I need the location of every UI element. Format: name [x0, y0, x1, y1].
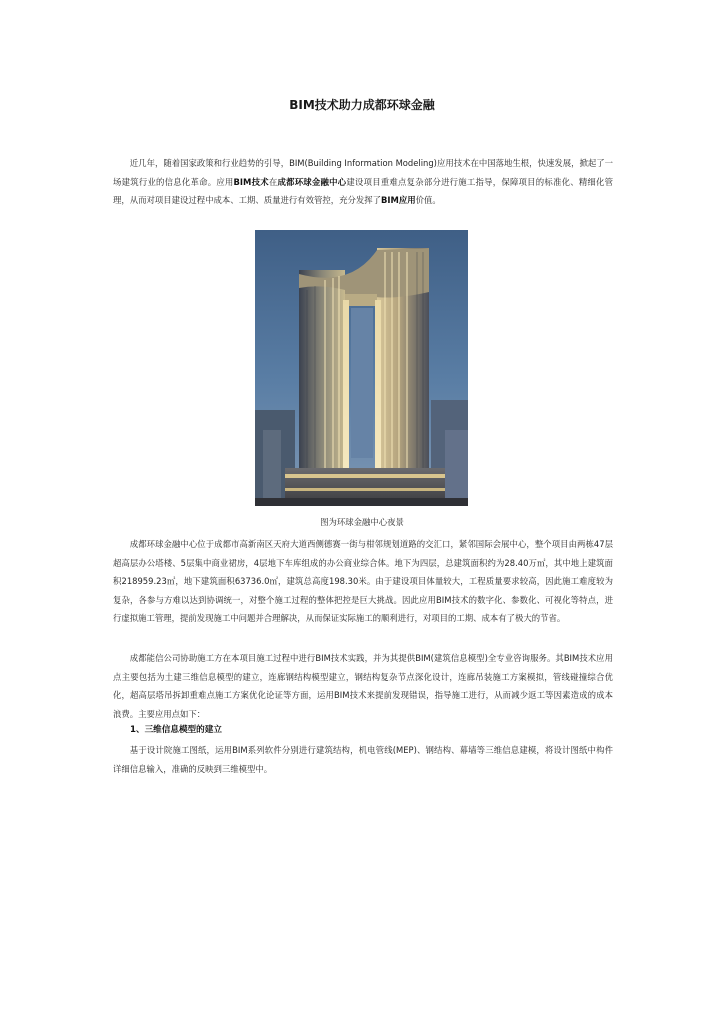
- building-night-photo: [255, 230, 468, 506]
- intro-text-3: 建设项目重难点复杂部分进行施工指导，保障项目的标准化、精细化管理，从而对项目建设过程中成本、工期、质量进行有效管控，充分发挥了: [113, 176, 614, 206]
- section-heading-3d-model: 1、三维信息模型的建立: [130, 725, 222, 735]
- document-title: BIM技术助力成都环球金融: [289, 98, 435, 112]
- intro-text-4: 价值。: [415, 195, 441, 206]
- intro-text-1: 近几年，随着国家政策和行业趋势的引导，BIM(Building Information Modeling)应用技术在中国落地生根，快速发展，掀起了一场建筑行业的信息化革命。应用: [113, 158, 613, 187]
- figure-caption: 图为环球金融中心夜景: [320, 517, 404, 527]
- project-overview-paragraph: 成都环球金融中心位于成都市高新南区天府大道西侧德赛一街与柑邻规划道路的交汇口，紧邻国际会展中心，整个项目由两栋47层超高层办公塔楼、5层集中商业裙房，4层地下车库组成的办公商业综合体。地下为四层，总建筑面积约为28.40万㎡，其中地上建筑面积218959.23㎡，地下建筑面积63736.0㎡，建筑总高度198.30米。由于建设项目体量较大，工程质量要求较高，因此施工难度较为复杂，各参与方难以达到协调统一，对整个施工过程的整体把控是巨大挑战。因此应用BIM技术的数字化、参数化、可视化等特点，进行虚拟施工管理，提前发现施工中问题并合理解决，从而保证实际施工的顺利进行，对项目的工期、成本有了极大的节省。: [113, 539, 613, 624]
- intro-text-2: 在: [268, 176, 278, 187]
- intro-paragraph: [113, 154, 613, 210]
- modeling-paragraph: 基于设计院施工图纸，运用BIM系列软件分别进行建筑结构，机电管线(MEP)、钢结构、幕墙等三维信息建模，将设计图纸中构件详细信息输入，准确的反映到三维模型中。: [113, 745, 613, 774]
- intro-bold-bim-tech: BIM技术: [233, 176, 269, 187]
- intro-bold-project-name: 成都环球金融中心: [277, 176, 347, 187]
- bim-practice-paragraph: 成都能信公司协助施工方在本项目施工过程中进行BIM技术实践，并为其提供BIM(建筑信息模型)全专业咨询服务。其BIM技术应用点主要包括为土建三维信息模型的建立，连廊钢结构模型建立，钢结构复杂节点深化设计，连廊吊装施工方案模拟，管线碰撞综合优化，超高层塔吊拆卸重难点施工方案优化论证等方面，运用BIM技术来提前发现错误，指导施工进行，从而减少返工等因素造成的成本浪费。主要应用点如下：: [113, 653, 613, 719]
- intro-bold-bim-application: BIM应用: [381, 195, 416, 206]
